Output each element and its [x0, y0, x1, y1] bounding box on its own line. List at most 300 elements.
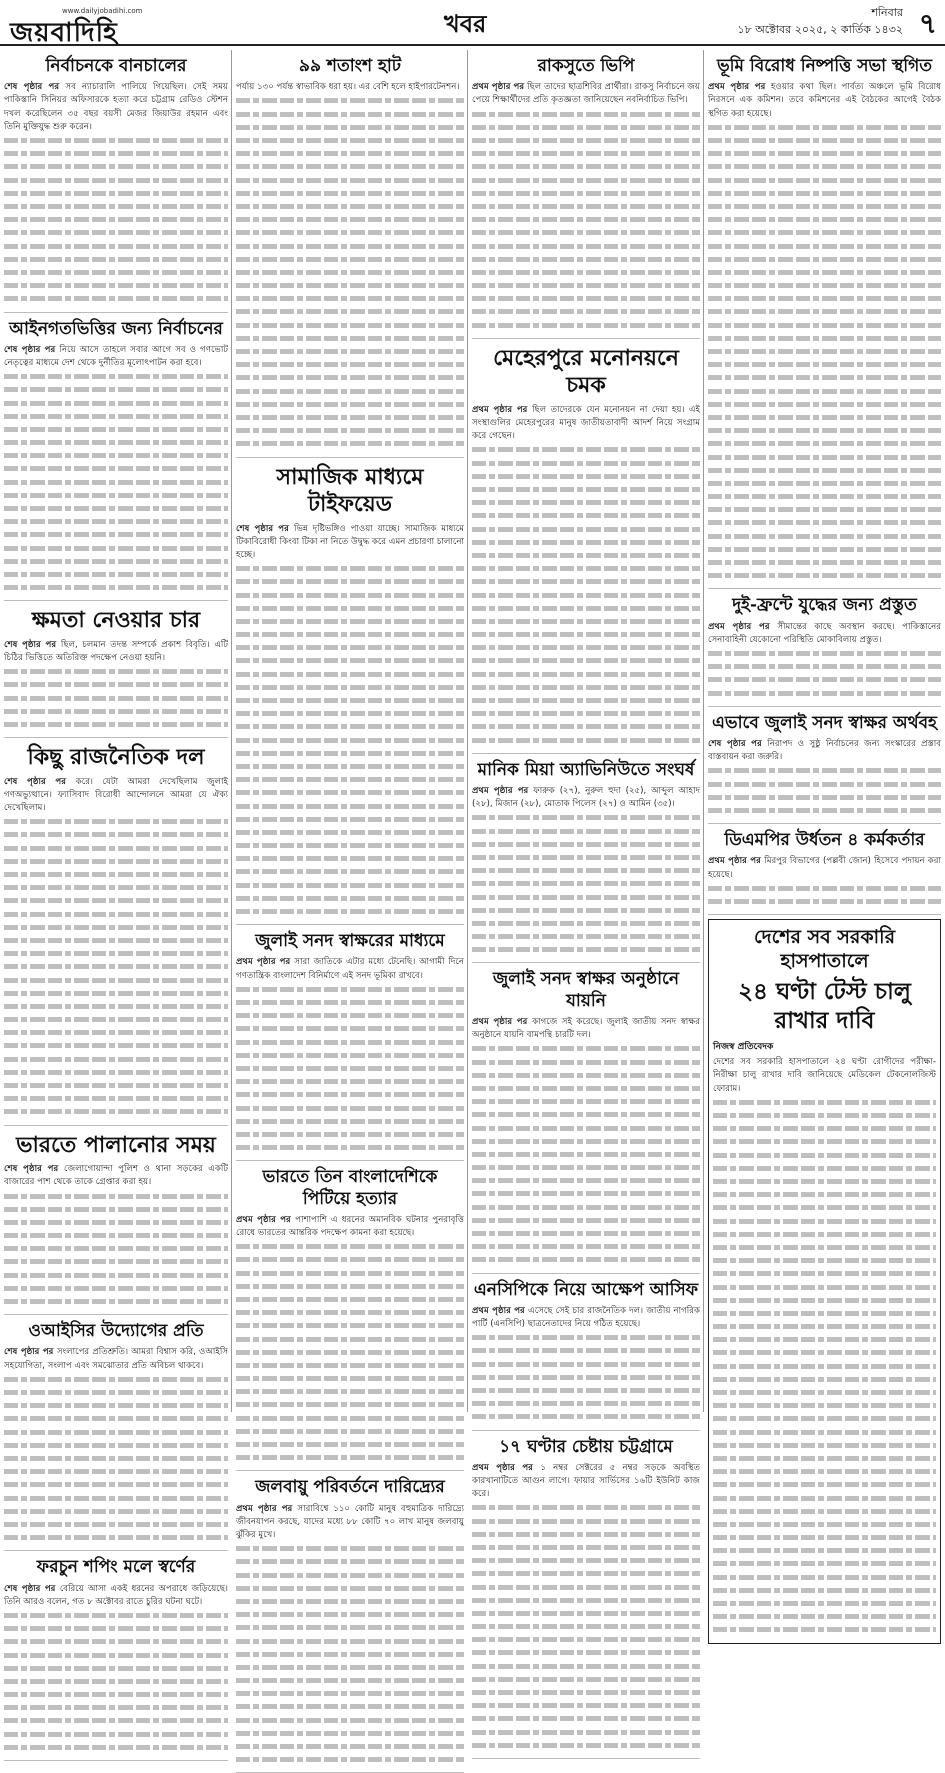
text-line — [713, 1544, 936, 1557]
text-line — [236, 996, 464, 1009]
text-line — [472, 1122, 700, 1135]
article-continuation: শেষ পৃষ্ঠার পর — [4, 1347, 57, 1358]
text-line — [4, 1531, 228, 1544]
text-line — [4, 921, 228, 934]
text-line — [708, 764, 941, 777]
article-continuation: শেষ পৃষ্ঠার পর — [4, 82, 66, 93]
text-line — [472, 864, 700, 877]
text-line — [236, 628, 464, 641]
article — [472, 1431, 700, 1759]
text-line — [472, 1620, 700, 1633]
text-line — [708, 385, 941, 398]
text-line — [4, 1452, 228, 1465]
article-continuation: প্রথম পৃষ্ঠার পর — [236, 1503, 298, 1514]
text-line — [4, 240, 228, 253]
article-headline[interactable]: ওআইসির উদ্যোগের প্রতি — [28, 1321, 204, 1342]
article-text: ভিন্ন দৃষ্টিভঙ্গিও পাওয়া যাচ্ছে। সামাজিক মাধ্যমে টিকাবিরোধী কিংবা টিকা না নিতে উদ্বুদ্ধ করে এমন প্রচারণা চালানো হচ্ছে। — [236, 523, 465, 560]
article-continuation: প্রথম পৃষ্ঠার পর — [708, 82, 771, 93]
text-line — [236, 1425, 464, 1438]
text-line — [4, 160, 228, 173]
text-line — [713, 1215, 936, 1228]
text-line — [472, 226, 700, 239]
text-line — [713, 1201, 936, 1214]
text-line — [472, 917, 700, 930]
text-line — [713, 1294, 936, 1307]
text-line — [472, 1686, 700, 1699]
text-line — [236, 213, 464, 226]
text-line — [236, 1569, 464, 1582]
text-line — [236, 786, 464, 799]
text-line — [708, 147, 941, 160]
article-headline[interactable]: মেহেরপুরে মনোনয়নে চমক — [493, 344, 679, 399]
text-line — [236, 108, 464, 121]
text-line — [472, 549, 700, 562]
text-line — [472, 943, 700, 956]
text-line — [708, 778, 941, 791]
text-line — [236, 1674, 464, 1687]
article-text: করে। যেটা আমরা দেখেছিলাম জুলাই গণঅভ্যুত্থানে। ফ্যাসিবাদ বিরোধী আন্দোলনে আমরা যে ঐক্য দেখেছিলাম। — [4, 776, 229, 814]
text-line — [708, 398, 941, 411]
text-line — [4, 1439, 228, 1452]
text-line — [708, 882, 941, 895]
article-continuation: শেষ পৃষ্ঠার পর — [4, 639, 61, 650]
text-line — [472, 1148, 700, 1161]
text-line — [472, 1082, 700, 1095]
article-continuation: শেষ পৃষ্ঠার পর — [4, 344, 60, 355]
text-line — [4, 1518, 228, 1531]
text-line — [4, 1675, 228, 1688]
text-line — [236, 879, 464, 892]
article-body — [236, 956, 464, 982]
text-line — [713, 1623, 936, 1636]
text-line — [236, 1062, 464, 1075]
logo-text: জয়বাদিহি — [10, 18, 118, 48]
text-line — [4, 960, 228, 973]
article-body — [708, 855, 941, 881]
article-body — [236, 1214, 464, 1240]
text-line — [236, 1128, 464, 1141]
text-line — [236, 1740, 464, 1753]
text-line — [713, 1333, 936, 1346]
text-line — [472, 707, 700, 720]
text-line — [4, 1066, 228, 1079]
article-headline[interactable]: ভারতে তিন বাংলাদেশিকে পিটিয়ে হত্যার — [262, 1167, 438, 1209]
text-line — [236, 1253, 464, 1266]
text-line — [472, 1594, 700, 1607]
text-line — [713, 1109, 936, 1122]
article-body — [472, 1462, 700, 1502]
text-line — [4, 987, 228, 1000]
text-line — [713, 1557, 936, 1570]
text-line — [472, 851, 700, 864]
featured-article — [708, 919, 941, 1643]
text-line — [713, 1478, 936, 1491]
text-line — [236, 1102, 464, 1115]
text-line — [4, 1701, 228, 1714]
text-line — [236, 174, 464, 187]
text-line — [236, 371, 464, 384]
text-line — [4, 410, 228, 423]
text-line — [4, 692, 228, 705]
text-line — [4, 1039, 228, 1052]
text-line — [236, 720, 464, 733]
text-line — [472, 1607, 700, 1620]
text-line — [472, 496, 700, 509]
article-headline[interactable]: নির্বাচনকে বানচালের — [45, 56, 187, 76]
article-body — [4, 1163, 228, 1189]
text-line — [472, 720, 700, 733]
featured-headline-line2[interactable]: ২৪ ঘণ্টা টেস্ট চালু রাখার দাবি — [738, 977, 911, 1034]
text-line — [236, 800, 464, 813]
text-line — [472, 523, 700, 536]
article-headline[interactable]: ফরচুন শপিং মলে স্বর্ণের — [36, 1557, 196, 1578]
text-line — [236, 147, 464, 160]
text-line — [4, 1092, 228, 1105]
text-line — [472, 121, 700, 134]
article-text: ছিল, চলমান তদন্ত সম্পর্কে প্রকাশ বিবৃতি। এটি চিঠির ভিত্তিতে অতিরিক্ত পদক্ষেপ নেওয়া হয়নি। — [4, 639, 228, 664]
article — [708, 707, 941, 824]
day-label: শনিবার — [871, 6, 903, 19]
text-line — [4, 1622, 228, 1635]
article — [236, 925, 464, 1161]
text-line — [236, 615, 464, 628]
text-line — [713, 1505, 936, 1518]
article-body — [708, 621, 941, 647]
article-text: নিয়ে আসে তাহলে সবার আগে সব ও গণভোট নেতৃত্বের মাধ্যমে দেশ থেকে দুর্নীতির মূলোৎপাটন করা হবে। — [4, 344, 229, 368]
text-line — [713, 1188, 936, 1201]
article-headline[interactable]: রাকসুতে ভিপি — [537, 56, 635, 76]
text-line — [236, 1346, 464, 1359]
text-line — [4, 1714, 228, 1727]
article-body — [713, 1056, 936, 1096]
text-line — [4, 147, 228, 160]
text-line — [4, 266, 228, 279]
article-continuation: প্রথম পৃষ্ঠার পর — [472, 404, 533, 415]
text-line — [236, 1661, 464, 1674]
text-line — [472, 654, 700, 667]
text-line — [236, 1372, 464, 1385]
text-line — [708, 371, 941, 384]
text-line — [472, 1528, 700, 1541]
text-line — [236, 1687, 464, 1700]
text-line — [472, 147, 700, 160]
text-line — [472, 602, 700, 615]
text-line — [4, 718, 228, 731]
text-line — [713, 1492, 936, 1505]
article-text: সব ন্যাচারালি পালিয়ে গিয়েছিল। সেই সময় পাকিস্তানি সিনিয়র অফিসারকে হত্যা করে চট্টগ্রাম রেডিও স্টেশন দখল করেছিলেন ৩৫ বছর বয়সী মেজর জিয়াউর রহমান এবং তিনি মুক্তিযুদ্ধ শুরু করেন। — [4, 82, 228, 132]
article-headline[interactable]: দুই-ফ্রন্টে যুদ্ধের জন্য প্রস্তুত — [732, 595, 917, 616]
text-line — [236, 865, 464, 878]
text-line — [236, 1115, 464, 1128]
text-line — [472, 1069, 700, 1082]
text-line — [236, 747, 464, 760]
article-headline[interactable]: ৯৯ শতাংশ হাট — [298, 56, 402, 76]
text-line — [472, 457, 700, 470]
text-line — [236, 602, 464, 615]
text-line — [4, 842, 228, 855]
text-line — [236, 575, 464, 588]
text-line — [4, 476, 228, 489]
text-line — [708, 437, 941, 450]
featured-headline-line1[interactable]: দেশের সব সরকারি হাসপাতালে — [753, 926, 896, 973]
text-line — [4, 436, 228, 449]
text-line — [708, 345, 941, 358]
text-line — [713, 1254, 936, 1267]
text-line — [4, 253, 228, 266]
text-line — [236, 1753, 464, 1766]
article-headline[interactable]: ক্ষমতা নেওয়ার চার — [31, 607, 201, 634]
text-line — [472, 174, 700, 187]
text-line — [472, 134, 700, 147]
text-line — [713, 1584, 936, 1597]
text-line — [4, 1465, 228, 1478]
text-line — [472, 1344, 700, 1357]
text-line — [708, 240, 941, 253]
text-line — [472, 891, 700, 904]
text-line — [236, 332, 464, 345]
text-line — [708, 226, 941, 239]
article-body — [4, 344, 228, 370]
article-headline[interactable]: ভূমি বিরোধ নিষ্পত্তি সভা স্থগিত — [717, 56, 932, 76]
text-line — [713, 1439, 936, 1452]
date-label: ১৮ অক্টোবর ২০২৫, ২ কার্তিক ১৪৩২ — [737, 23, 903, 36]
article-text: কাগজে সই করেছে। জুলাই জাতীয় সনদ স্বাক্ষর অনুষ্ঠানে যায়নি বামপন্থি চারটি দল। — [472, 1016, 700, 1041]
text-line — [713, 1228, 936, 1241]
article — [4, 50, 228, 313]
text-line — [4, 134, 228, 147]
text-line — [236, 1727, 464, 1740]
text-line — [472, 1358, 700, 1371]
text-line — [236, 398, 464, 411]
article-headline[interactable]: জুলাই সনদ স্বাক্ষরের মাধ্যমে — [255, 931, 445, 952]
text-line — [708, 687, 941, 700]
text-line — [472, 1095, 700, 1108]
article — [236, 458, 464, 926]
text-line — [4, 397, 228, 410]
article-headline[interactable]: জুলাই সনদ স্বাক্ষর অনুষ্ঠানে যায়নি — [493, 969, 679, 1011]
text-line — [713, 1412, 936, 1425]
text-line — [472, 160, 700, 173]
column-divider — [231, 50, 232, 1412]
text-line — [4, 1269, 228, 1282]
column-3 — [472, 50, 700, 1500]
text-line — [472, 1135, 700, 1148]
text-line — [4, 1492, 228, 1505]
text-line — [472, 838, 700, 851]
text-line — [236, 1267, 464, 1280]
text-line — [4, 1255, 228, 1268]
text-line — [472, 1214, 700, 1227]
column-divider — [703, 50, 704, 1412]
text-line — [708, 332, 941, 345]
byline: নিজস্ব প্রতিবেদক — [713, 1042, 774, 1053]
text-line — [708, 490, 941, 503]
text-line — [236, 813, 464, 826]
text-line — [236, 1240, 464, 1253]
article — [4, 1315, 228, 1551]
text-line — [236, 562, 464, 575]
text-line — [4, 1026, 228, 1039]
text-line — [236, 1075, 464, 1088]
text-line — [236, 1293, 464, 1306]
text-line — [4, 1728, 228, 1741]
article — [4, 1551, 228, 1761]
article-continuation: প্রথম পৃষ্ঠার পর — [708, 856, 765, 867]
article-headline[interactable]: মানিক মিয়া অ্যাভিনিউতে সংঘর্ষ — [477, 759, 695, 780]
article-headline[interactable]: কিছু রাজনৈতিক দল — [27, 744, 205, 771]
text-line — [236, 734, 464, 747]
text-line — [236, 1648, 464, 1661]
text-line — [713, 1386, 936, 1399]
article-headline[interactable]: এনসিপিকে নিয়ে আক্ষেপ আসিফ — [473, 1279, 699, 1300]
text-line — [472, 1660, 700, 1673]
article-continuation: প্রথম পৃষ্ঠার পর — [236, 957, 295, 968]
article — [472, 50, 700, 339]
text-line — [472, 1227, 700, 1240]
text-line — [4, 542, 228, 555]
text-line — [4, 555, 228, 568]
text-line — [236, 1398, 464, 1411]
text-line — [472, 877, 700, 890]
text-line — [708, 895, 941, 908]
article-text: হওয়ার কথা ছিল। পার্বত্য অঞ্চলে ভূমি বিরোধ নিরসনে এক কমিশন। তবে কমিশনের এই বৈঠকের আগেই বৈঠক স্থগিত করা হয়েছে। — [708, 82, 941, 119]
text-line — [236, 1333, 464, 1346]
text-line — [472, 904, 700, 917]
article-continuation: প্রথম পৃষ্ঠার পর — [708, 621, 778, 632]
article-headline[interactable]: ডিএমপির উর্ধতন ৪ কর্মকর্তার — [724, 830, 925, 851]
text-line — [472, 1633, 700, 1646]
article-continuation: শেষ পৃষ্ঠার পর — [4, 1583, 60, 1594]
text-line — [708, 266, 941, 279]
text-line — [708, 279, 941, 292]
text-line — [4, 705, 228, 718]
text-line — [236, 1088, 464, 1101]
text-line — [713, 1149, 936, 1162]
article-headline[interactable]: এভাবে জুলাই সনদ স্বাক্ষর অর্থবহ — [712, 712, 937, 733]
text-line — [472, 1384, 700, 1397]
column-4 — [708, 50, 941, 1412]
text-line — [472, 253, 700, 266]
text-line — [236, 1385, 464, 1398]
text-line — [713, 1162, 936, 1175]
text-line — [713, 1373, 936, 1386]
text-line — [236, 983, 464, 996]
text-line — [472, 1174, 700, 1187]
text-line — [236, 187, 464, 200]
text-line — [708, 569, 941, 582]
text-line — [4, 665, 228, 678]
article-continuation: প্রথম পৃষ্ঠার পর — [472, 1305, 529, 1316]
text-line — [708, 213, 941, 226]
text-line — [713, 1320, 936, 1333]
text-line — [4, 1190, 228, 1203]
text-line — [236, 319, 464, 332]
text-line — [4, 908, 228, 921]
article-body — [472, 1305, 700, 1331]
text-line — [472, 1739, 700, 1752]
text-line — [708, 319, 941, 332]
text-line — [4, 1635, 228, 1648]
text-line — [236, 253, 464, 266]
article-headline[interactable]: ১৭ ঘণ্টার চেষ্টায় চট্টগ্রামে — [499, 1436, 673, 1457]
article-headline[interactable]: আইনগতভিত্তির জন্য নির্বাচনের — [9, 318, 223, 339]
text-line — [236, 1359, 464, 1372]
text-line — [236, 668, 464, 681]
text-line — [472, 509, 700, 522]
text-line — [236, 905, 464, 918]
newspaper-logo[interactable] — [4, 4, 154, 48]
text-line — [472, 200, 700, 213]
text-line — [4, 881, 228, 894]
article-body — [4, 776, 228, 816]
text-line — [236, 1635, 464, 1648]
article-continuation: প্রথম পৃষ্ঠার পর — [472, 1462, 541, 1473]
article-text: দেশের সব সরকারি হাসপাতালে ২৪ ঘণ্টা রোগীদের পরীক্ষা-নিরীক্ষা চালু রাখার দাবি জানিয়েছে মেডিকেল টেকনোলজিস্ট ফোরাম। — [713, 1057, 936, 1094]
article-body — [472, 1016, 700, 1042]
text-line — [713, 1426, 936, 1439]
article-headline[interactable]: জলবায়ু পরিবর্তনে দারিদ্র্যের — [255, 1477, 445, 1498]
text-line — [236, 1141, 464, 1154]
text-line — [708, 503, 941, 516]
text-line — [708, 358, 941, 371]
article-body — [4, 1583, 228, 1609]
text-line — [713, 1175, 936, 1188]
text-line — [236, 1582, 464, 1595]
text-line — [236, 305, 464, 318]
article-text: বেরিয়ে আসা একই ধরনের অপরাধে জড়িয়েছে। তিনি আরও বলেন, গত ৮ অক্টোবর রাতে চুরির ঘটনা ঘটে। — [4, 1583, 228, 1607]
article-text: পর্যায় ১৩০ পর্যন্ত স্বাভাবিক ধরা হয়। এর বেশি হলে হাইপারটেনশন। — [236, 82, 460, 93]
text-line — [4, 1000, 228, 1013]
text-line — [4, 213, 228, 226]
text-line — [236, 279, 464, 292]
article-headline[interactable]: সামাজিক মাধ্যমে টাইফয়েড — [276, 463, 424, 518]
text-line — [708, 477, 941, 490]
text-line — [4, 292, 228, 305]
article-body — [4, 639, 228, 665]
text-line — [236, 1714, 464, 1727]
text-line — [4, 174, 228, 187]
text-line — [472, 1567, 700, 1580]
text-line — [713, 1399, 936, 1412]
text-line — [708, 305, 941, 318]
article-body — [708, 738, 941, 764]
text-line — [708, 673, 941, 686]
text-line — [708, 200, 941, 213]
text-line — [4, 581, 228, 594]
article-continuation: শেষ পৃষ্ঠার পর — [236, 523, 295, 534]
text-line — [713, 1346, 936, 1359]
article-text: ছিল তাদেরকে যেন মনোনয়ন না দেয়া হয়। এই সংস্থাগুলির মেহেরপুরের মানুষ জাতীয়তাবাদী আদর্শ নিয়ে সংগ্রাম করে গেছেন। — [472, 404, 700, 442]
text-line — [708, 530, 941, 543]
text-line — [713, 1267, 936, 1280]
text-line — [236, 839, 464, 852]
text-line — [236, 226, 464, 239]
text-line — [472, 1726, 700, 1739]
article-continuation: প্রথম পৃষ্ঠার পর — [236, 1214, 296, 1225]
text-line — [472, 319, 700, 332]
text-line — [4, 370, 228, 383]
text-line — [236, 292, 464, 305]
text-line — [472, 1056, 700, 1069]
article-body — [472, 404, 700, 444]
text-line — [708, 791, 941, 804]
text-line — [4, 1216, 228, 1229]
text-line — [472, 1108, 700, 1121]
text-line — [4, 279, 228, 292]
article-body — [236, 523, 464, 563]
text-line — [472, 292, 700, 305]
article-headline[interactable]: ভারতে পালানোর সময় — [16, 1131, 216, 1158]
